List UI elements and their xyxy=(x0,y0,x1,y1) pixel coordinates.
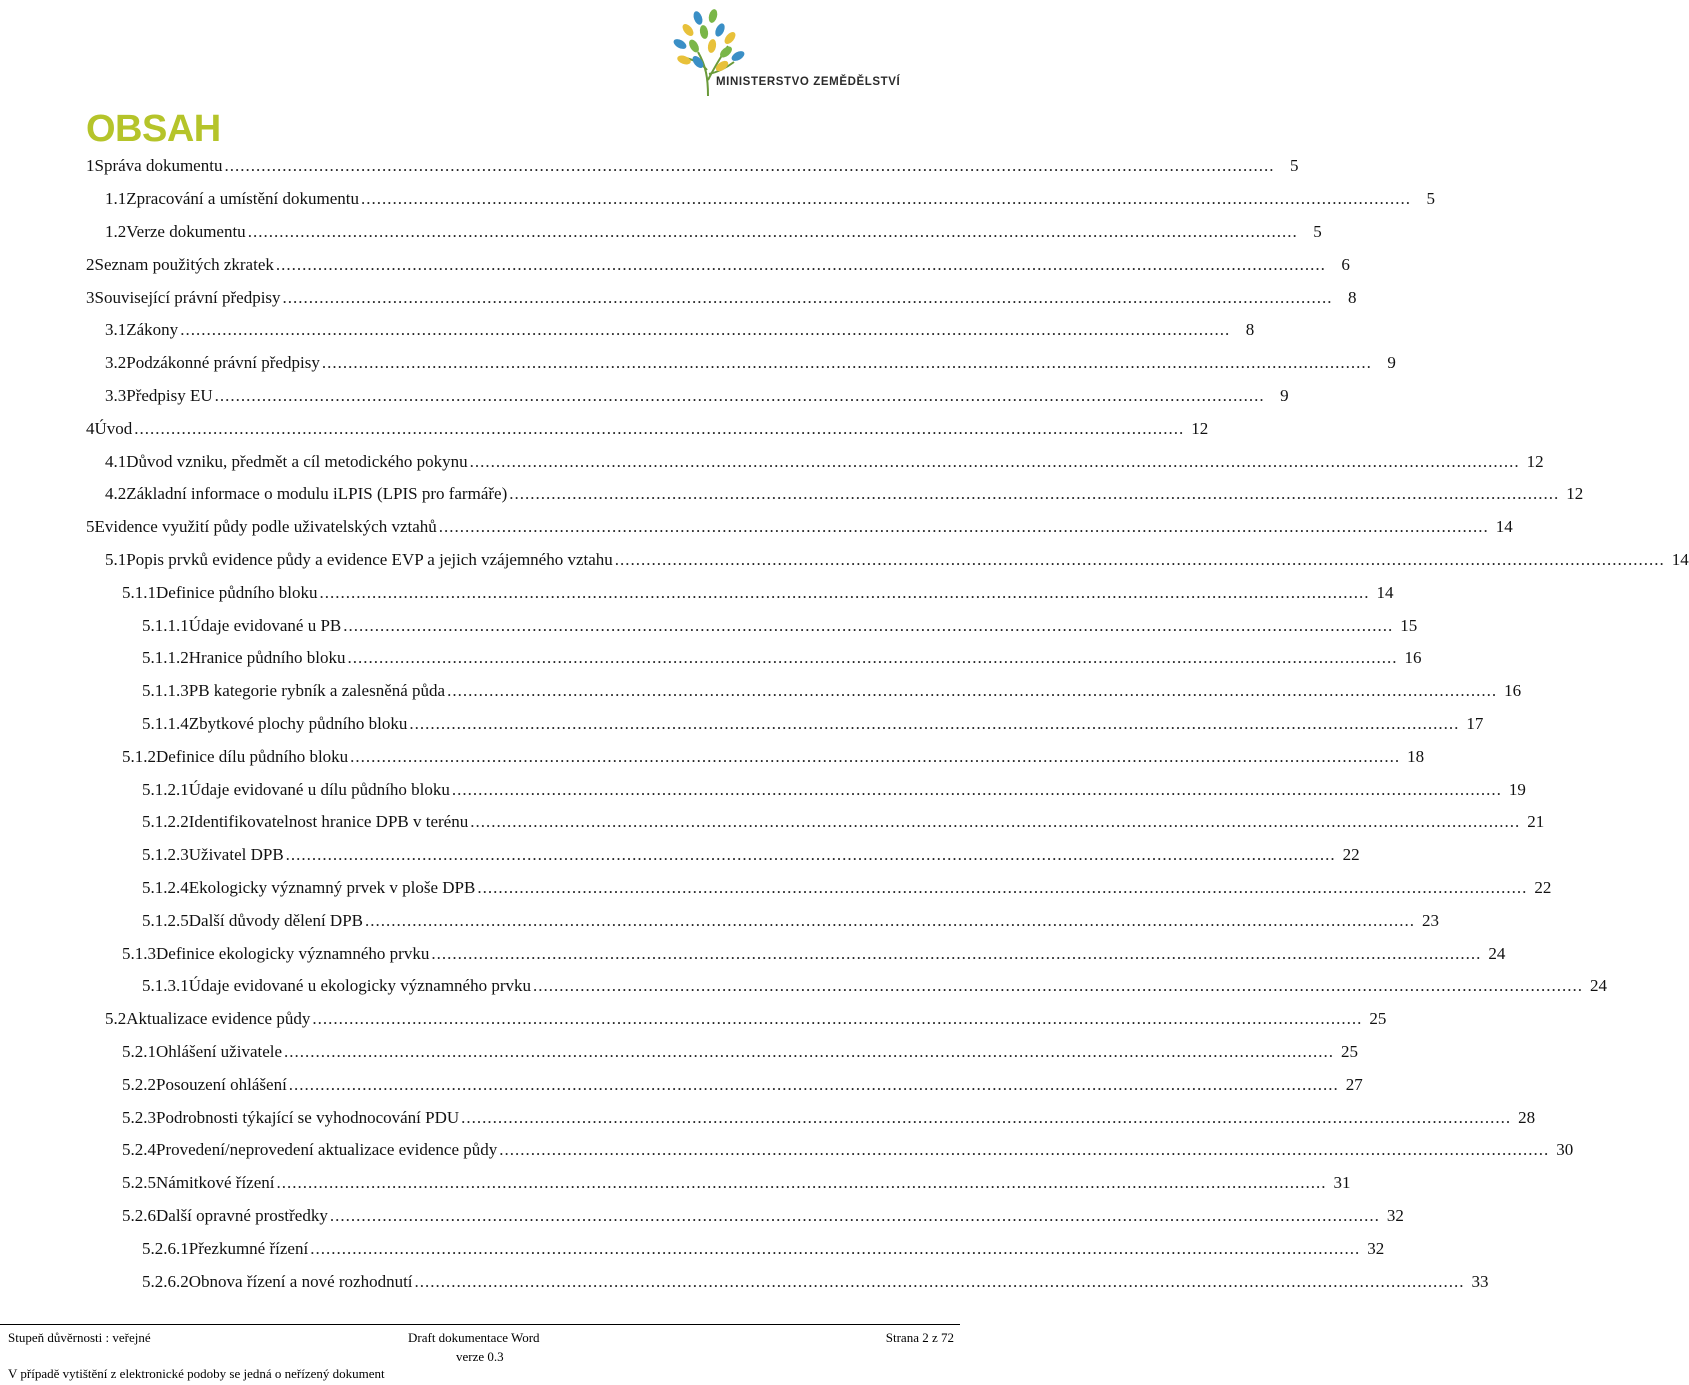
toc-entry-number: 3.1 xyxy=(105,320,127,340)
toc-entry-leader-dots: ........................................................................................................................................................................................................ xyxy=(477,877,1528,897)
toc-entry-page: 31 xyxy=(1333,1173,1351,1193)
toc-entry-page: 6 xyxy=(1341,254,1350,274)
toc-entry-page: 21 xyxy=(1527,812,1545,832)
toc-entry-page: 24 xyxy=(1590,976,1608,996)
footer-divider xyxy=(0,1324,960,1325)
toc-entry-page: 8 xyxy=(1245,320,1255,340)
toc-entry-title: Zpracování a umístění dokumentu xyxy=(126,189,359,209)
toc-entry-number: 5.2.6 xyxy=(122,1205,156,1225)
toc-entry-number: 5.1.1.2 xyxy=(142,648,189,668)
toc-entry[interactable] xyxy=(122,1134,1574,1167)
toc-entry-title: Zákony xyxy=(126,320,179,340)
footer-page-number: Strana 2 z 72 xyxy=(885,1330,954,1345)
toc-entry-number: 5.1.2.3 xyxy=(142,845,189,865)
toc-entry-page: 32 xyxy=(1386,1205,1404,1225)
toc-entry-page: 8 xyxy=(1348,287,1357,307)
toc-entry[interactable] xyxy=(105,347,1396,380)
toc-entry-page: 16 xyxy=(1404,648,1422,668)
toc-entry-number: 5.2.4 xyxy=(122,1140,156,1160)
toc-entry-number: 1 xyxy=(86,156,95,176)
toc-entry-leader-dots: ........................................................................................................................................................................................................ xyxy=(285,845,1336,865)
toc-entry-title: Obnova řízení a nové rozhodnutí xyxy=(188,1271,413,1291)
toc-entry-leader-dots: ........................................................................................................................................................................................................ xyxy=(275,254,1326,274)
toc-entry-number: 5.1.1.1 xyxy=(142,615,189,635)
toc-entry[interactable] xyxy=(122,740,1425,773)
toc-entry[interactable] xyxy=(105,183,1435,216)
toc-entry[interactable] xyxy=(122,1167,1351,1200)
toc-entry-number: 4.2 xyxy=(105,484,127,504)
toc-entry-leader-dots: ........................................................................................................................................................................................................ xyxy=(361,189,1411,209)
toc-entry-page: 28 xyxy=(1518,1107,1536,1127)
toc-entry[interactable] xyxy=(142,773,1526,806)
toc-entry-page: 14 xyxy=(1495,517,1513,537)
toc-entry-title: Další opravné prostředky xyxy=(156,1205,328,1225)
toc-entry-number: 4.1 xyxy=(105,451,127,471)
toc-entry-number: 5.1.2 xyxy=(122,746,156,766)
toc-entry-leader-dots: ........................................................................................................................................................................................................ xyxy=(533,976,1584,996)
toc-entry-title: Hranice půdního bloku xyxy=(188,648,346,668)
toc-entry-title: Předpisy EU xyxy=(126,385,213,405)
toc-entry-title: Údaje evidované u dílu půdního bloku xyxy=(188,779,450,799)
toc-entry-number: 5.1.1.4 xyxy=(142,713,189,733)
toc-entry[interactable] xyxy=(105,445,1544,478)
toc-entry[interactable] xyxy=(142,609,1418,642)
toc-entry[interactable] xyxy=(105,544,1689,577)
toc-entry-leader-dots: ........................................................................................................................................................................................................ xyxy=(329,1205,1380,1225)
toc-entry-number: 5.1.1.3 xyxy=(142,681,189,701)
toc-entry-title: Související právní předpisy xyxy=(94,287,281,307)
toc-entry-number: 5.1.2.2 xyxy=(142,812,189,832)
toc-entry-leader-dots: ........................................................................................................................................................................................................ xyxy=(365,910,1415,930)
toc-entry-page: 22 xyxy=(1534,877,1552,897)
toc-entry-page: 14 xyxy=(1376,582,1394,602)
toc-entry-leader-dots: ........................................................................................................................................................................................................ xyxy=(438,517,1489,537)
toc-entry-title: Podzákonné právní předpisy xyxy=(126,353,320,373)
toc-entry-title: PB kategorie rybník a zalesněná půda xyxy=(188,681,446,701)
toc-entry-number: 5.1.3 xyxy=(122,943,156,963)
toc-entry-title: Definice půdního bloku xyxy=(156,582,318,602)
toc-entry-leader-dots: ........................................................................................................................................................................................................ xyxy=(409,713,1460,733)
toc-entry-page: 30 xyxy=(1556,1140,1574,1160)
toc-entry-page: 9 xyxy=(1280,385,1289,405)
toc-entry-page: 19 xyxy=(1508,779,1526,799)
toc-entry-number: 4 xyxy=(86,418,95,438)
toc-entry-number: 5.2.2 xyxy=(122,1074,156,1094)
toc-entry-leader-dots: ........................................................................................................................................................................................................ xyxy=(451,779,1502,799)
toc-entry-page: 14 xyxy=(1671,549,1689,569)
toc-entry-page: 25 xyxy=(1341,1041,1359,1061)
toc-entry[interactable] xyxy=(142,675,1522,708)
toc-entry-page: 22 xyxy=(1342,845,1360,865)
toc-entry-leader-dots: ........................................................................................................................................................................................................ xyxy=(180,320,1231,340)
toc-entry[interactable] xyxy=(105,314,1255,347)
toc-entry-leader-dots: ........................................................................................................................................................................................................ xyxy=(414,1271,1465,1291)
toc-entry-number: 5 xyxy=(86,517,95,537)
toc-entry-title: Evidence využití půdy podle uživatelských vztahů xyxy=(94,517,437,537)
toc-entry-leader-dots: ........................................................................................................................................................................................................ xyxy=(282,287,1333,307)
toc-entry-title: Verze dokumentu xyxy=(126,221,246,241)
toc-entry-title: Důvod vzniku, předmět a cíl metodického pokynu xyxy=(126,451,468,471)
toc-entry[interactable] xyxy=(105,216,1322,249)
toc-entry-page: 32 xyxy=(1367,1238,1385,1258)
toc-entry-title: Provedení/neprovedení aktualizace evidence půdy xyxy=(156,1140,498,1160)
footer-document-name: Draft dokumentace Word xyxy=(408,1330,540,1345)
toc-entry-page: 17 xyxy=(1466,713,1484,733)
toc-entry-title: Uživatel DPB xyxy=(188,845,284,865)
toc-entry-number: 5.1 xyxy=(105,549,127,569)
toc-entry-number: 5.2.5 xyxy=(122,1173,156,1193)
toc-entry-number: 5.1.2.1 xyxy=(142,779,189,799)
toc-entry-leader-dots: ........................................................................................................................................................................................................ xyxy=(288,1074,1339,1094)
toc-entry-leader-dots: ........................................................................................................................................................................................................ xyxy=(247,221,1298,241)
toc-entry[interactable] xyxy=(122,1068,1363,1101)
toc-entry-title: Definice dílu půdního bloku xyxy=(156,746,349,766)
toc-entry-number: 5.1.3.1 xyxy=(142,976,189,996)
toc-entry[interactable] xyxy=(86,412,1209,445)
toc-entry-leader-dots: ........................................................................................................................................................................................................ xyxy=(284,1041,1335,1061)
toc-entry-number: 5.1.1 xyxy=(122,582,156,602)
toc-entry[interactable] xyxy=(142,806,1545,839)
toc-entry[interactable] xyxy=(142,708,1484,741)
toc-entry[interactable] xyxy=(142,642,1422,675)
toc-entry-title: Ohlášení uživatele xyxy=(156,1041,283,1061)
toc-entry-title: Zbytkové plochy půdního bloku xyxy=(188,713,408,733)
toc-entry-page: 9 xyxy=(1387,353,1396,373)
toc-entry-number: 2 xyxy=(86,254,95,274)
toc-entry-leader-dots: ........................................................................................................................................................................................................ xyxy=(321,353,1372,373)
toc-entry[interactable] xyxy=(142,1232,1385,1265)
toc-entry[interactable] xyxy=(142,904,1439,937)
toc-entry[interactable] xyxy=(122,576,1394,609)
toc-entry-page: 5 xyxy=(1426,189,1435,209)
toc-entry-page: 16 xyxy=(1504,681,1522,701)
toc-entry-page: 15 xyxy=(1400,615,1418,635)
toc-entry-leader-dots: ........................................................................................................................................................................................................ xyxy=(470,812,1521,832)
ministry-logo-text: MINISTERSTVO ZEMĚDĚLSTVÍ xyxy=(716,76,901,88)
toc-entry-leader-dots: ........................................................................................................................................................................................................ xyxy=(461,1107,1512,1127)
toc-entry[interactable] xyxy=(86,150,1299,183)
toc-entry-page: 18 xyxy=(1407,746,1425,766)
toc-entry-title: Údaje evidované u PB xyxy=(188,615,342,635)
toc-entry-title: Ekologicky významný prvek v ploše DPB xyxy=(188,877,476,897)
toc-entry-title: Posouzení ohlášení xyxy=(156,1074,287,1094)
toc-entry-number: 5.2.1 xyxy=(122,1041,156,1061)
toc-entry-leader-dots: ........................................................................................................................................................................................................ xyxy=(276,1173,1327,1193)
toc-entry-page: 33 xyxy=(1471,1271,1489,1291)
page-title: OBSAH xyxy=(86,108,221,150)
toc-entry[interactable] xyxy=(122,1036,1359,1069)
toc-entry-leader-dots: ........................................................................................................................................................................................................ xyxy=(447,681,1498,701)
toc-entry-title: Další důvody dělení DPB xyxy=(188,910,363,930)
toc-entry-page: 23 xyxy=(1422,910,1439,930)
toc-entry-leader-dots: ........................................................................................................................................................................................................ xyxy=(343,615,1394,635)
toc-entry[interactable] xyxy=(86,248,1350,281)
toc-entry-title: Přezkumné řízení xyxy=(188,1238,309,1258)
toc-entry-page: 5 xyxy=(1289,156,1299,176)
toc-entry-number: 3.2 xyxy=(105,353,127,373)
toc-entry-number: 5.2.3 xyxy=(122,1107,156,1127)
toc-entry[interactable] xyxy=(105,380,1289,413)
toc-entry-leader-dots: ........................................................................................................................................................................................................ xyxy=(319,582,1370,602)
toc-entry-leader-dots: ........................................................................................................................................................................................................ xyxy=(134,418,1185,438)
toc-entry[interactable] xyxy=(86,281,1357,314)
toc-entry[interactable] xyxy=(105,1003,1387,1036)
footer-version: verze 0.3 xyxy=(456,1349,504,1364)
toc-entry-title: Správa dokumentu xyxy=(94,156,223,176)
toc-entry[interactable] xyxy=(122,937,1506,970)
toc-entry-leader-dots: ........................................................................................................................................................................................................ xyxy=(224,156,1275,176)
toc-entry-page: 12 xyxy=(1566,484,1584,504)
toc-entry-leader-dots: ........................................................................................................................................................................................................ xyxy=(310,1238,1361,1258)
toc-entry-page: 12 xyxy=(1526,451,1544,471)
toc-entry-page: 25 xyxy=(1369,1009,1387,1029)
toc-entry-leader-dots: ........................................................................................................................................................................................................ xyxy=(499,1140,1550,1160)
toc-entry-number: 5.1.2.5 xyxy=(142,910,189,930)
toc-entry[interactable] xyxy=(105,478,1584,511)
toc-entry-number: 1.1 xyxy=(105,189,127,209)
toc-entry-page: 12 xyxy=(1191,418,1209,438)
toc-entry-title: Podrobnosti týkající se vyhodnocování PDU xyxy=(156,1107,460,1127)
toc-entry-title: Seznam použitých zkratek xyxy=(94,254,274,274)
toc-entry-title: Identifikovatelnost hranice DPB v terénu xyxy=(188,812,469,832)
toc-entry-title: Základní informace o modulu iLPIS (LPIS pro farmáře) xyxy=(126,484,508,504)
toc-entry-page: 27 xyxy=(1345,1074,1363,1094)
toc-entry[interactable] xyxy=(142,839,1360,872)
toc-entry-leader-dots: ........................................................................................................................................................................................................ xyxy=(347,648,1398,668)
toc-entry-leader-dots: ........................................................................................................................................................................................................ xyxy=(350,746,1401,766)
toc-entry-leader-dots: ........................................................................................................................................................................................................ xyxy=(312,1009,1363,1029)
toc-entry-page: 24 xyxy=(1488,943,1506,963)
toc-entry-number: 5.2.6.1 xyxy=(142,1238,189,1258)
toc-entry-number: 5.2.6.2 xyxy=(142,1271,189,1291)
footer-confidentiality: Stupeň důvěrnosti : veřejné xyxy=(8,1330,151,1345)
toc-entry-page: 5 xyxy=(1313,221,1322,241)
toc-entry[interactable] xyxy=(122,1101,1536,1134)
toc-entry[interactable] xyxy=(122,1200,1404,1233)
toc-entry-leader-dots: ........................................................................................................................................................................................................ xyxy=(509,484,1560,504)
toc-entry-leader-dots: ........................................................................................................................................................................................................ xyxy=(614,549,1665,569)
footer-note: V případě vytištění z elektronické podoby se jedná o neřízený dokument xyxy=(8,1366,385,1381)
toc-entry-number: 1.2 xyxy=(105,221,127,241)
toc-entry[interactable] xyxy=(86,511,1513,544)
toc-entry-title: Aktualizace evidence půdy xyxy=(126,1009,311,1029)
toc-entry-title: Popis prvků evidence půdy a evidence EVP a jejich vzájemného vztahu xyxy=(126,549,613,569)
toc-entry-leader-dots: ........................................................................................................................................................................................................ xyxy=(214,385,1265,405)
toc-entry-title: Námitkové řízení xyxy=(156,1173,275,1193)
toc-entry-number: 5.2 xyxy=(105,1009,127,1029)
toc-entry-number: 5.1.2.4 xyxy=(142,877,189,897)
toc-entry-title: Údaje evidované u ekologicky významného prvku xyxy=(188,976,532,996)
toc-entry-leader-dots: ........................................................................................................................................................................................................ xyxy=(469,451,1520,471)
toc-entry-number: 3.3 xyxy=(105,385,127,405)
toc-entry[interactable] xyxy=(142,970,1608,1003)
toc-entry-leader-dots: ........................................................................................................................................................................................................ xyxy=(431,943,1482,963)
toc-entry-title: Úvod xyxy=(94,418,133,438)
toc-entry[interactable] xyxy=(142,1265,1489,1298)
toc-entry-number: 3 xyxy=(86,287,95,307)
toc-entry-title: Definice ekologicky významného prvku xyxy=(156,943,430,963)
toc-entry[interactable] xyxy=(142,872,1552,905)
